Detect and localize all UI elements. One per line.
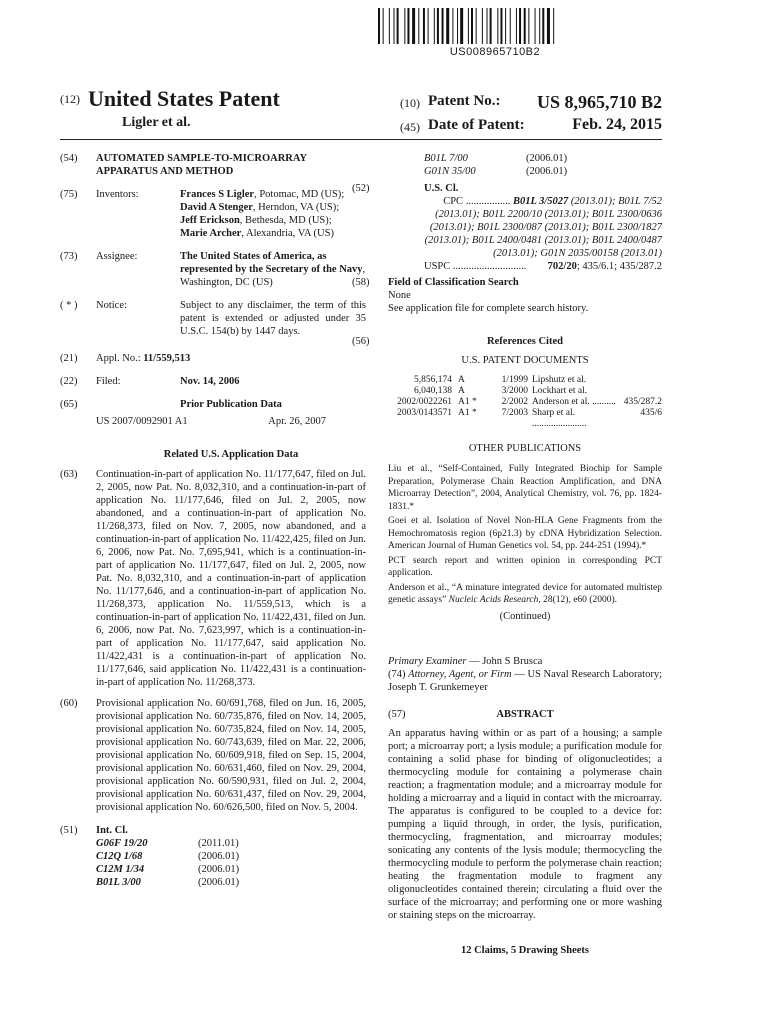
barcode-bar: [516, 8, 517, 44]
prior-pub-title: Prior Publication Data: [180, 399, 282, 410]
code-51: (51): [60, 825, 78, 836]
field-of-search-label: Field of Classification Search: [388, 277, 519, 288]
barcode-bar: [378, 8, 380, 44]
patent-number: US 8,965,710 B2: [536, 92, 662, 112]
right-column: [352, 152, 662, 957]
related-field: [60, 468, 366, 689]
int-cl-label: Int. Cl.: [96, 825, 128, 836]
code-63: (63): [60, 469, 78, 480]
appl-no: 11/559,513: [143, 353, 191, 364]
other-pub-item: Liu et al., “Self-Contained, Fully Integrated Biochip for Sample Preparation, Polymerase Chain Reaction Amplification, and DNA Microarray Detection”, 2004, Analytical Chemistry, vol. 76, pp. 1824-1831.*: [388, 464, 662, 512]
other-pubs-title: OTHER PUBLICATIONS: [468, 443, 582, 454]
inventor-item: David A Stenger, Herndon, VA (US);: [180, 202, 340, 213]
prior-pub-field: [60, 398, 366, 411]
cpc-text: CPC ................. B01L 3/5027 (2013.01); B01L 7/52 (2013.01); B01L 2200/10 (2013.01); B01L 2300/0636 (2013.01); B01L 2300/087 (2013.01); B01L 2300/1827 (2013.01); B01L 2400/0481 (2013.01); B01L 2400/0487 (2013.01); G01N 2035/00158 (2013.01): [424, 196, 662, 259]
left-column: [60, 152, 366, 899]
barcode-bar: [547, 8, 550, 44]
field-of-search-none: None: [388, 290, 411, 301]
code-52: (52): [352, 183, 370, 194]
barcode-bar: [412, 8, 415, 44]
abstract-title: ABSTRACT: [496, 708, 554, 720]
date-of-patent-label: Date of Patent:: [428, 117, 525, 133]
inventors-list: [180, 188, 366, 240]
barcode-bar: [383, 8, 384, 44]
field-of-search: [352, 276, 662, 315]
header-left: [60, 86, 400, 131]
code-45: (45): [400, 120, 420, 134]
other-pub-item: PCT search report and written opinion in corresponding PCT application.: [388, 555, 662, 578]
barcode-bar: [460, 8, 463, 44]
abstract-header: [388, 708, 662, 721]
int-cl-row: G01N 35/00 (2006.01): [424, 166, 568, 177]
references-title: References Cited: [487, 336, 563, 347]
notice-field: [60, 299, 366, 338]
barcode-bar: [519, 8, 521, 44]
us-cl-label: U.S. Cl.: [424, 183, 459, 194]
barcode-bar: [535, 8, 536, 44]
uspc-label: USPC: [424, 261, 451, 272]
appl-no-field: [60, 352, 366, 365]
continued-note: (Continued): [499, 610, 551, 622]
barcode-bar: [397, 8, 399, 44]
prior-pub-row: [96, 415, 366, 428]
barcode-bar: [452, 8, 453, 44]
int-cl-field: [60, 824, 366, 889]
provisional-field: [60, 697, 366, 814]
barcode-image: [378, 8, 612, 44]
attorney-label: Attorney, Agent, or Firm: [408, 668, 512, 680]
other-pub-item: Goei et al. Isolation of Novel Non-HLA Gene Fragments from the Hemochromatosis region (6p21.3) by cDNA Hybridization Selection. American Journal of Human Genetics vol. 54, pp. 244-251 (1994).*: [388, 516, 662, 551]
int-cl-row: B01L 7/00 (2006.01): [424, 153, 568, 164]
code-21: (21): [60, 353, 78, 364]
barcode-bar: [542, 8, 544, 44]
barcode-bar: [442, 8, 444, 44]
barcode-bar: [434, 8, 435, 44]
barcode-bar: [468, 8, 469, 44]
us-doc-row: 2002/0022261 A1 * 2/2002 Anderson et al. .......... 435/287.2: [397, 397, 662, 407]
claims-summary: 12 Claims, 5 Drawing Sheets: [460, 944, 590, 956]
attorney-name: — US Naval Research Laboratory; Joseph T. Grunkemeyer: [388, 668, 662, 693]
provisional-text: Provisional application No. 60/691,768, filed on Jun. 16, 2005, provisional application No. 60/735,876, filed on Nov. 14, 2005, provisional application No. 60/735,824, filed on Nov. 14, 2005, provisional application No. 60/743,639, filed on Mar. 22, 2006, provisional application No. 60/609,918, filed on Sep. 15, 2004, provisional application No. 60/631,460, filed on Nov. 29, 2004, provisional application No. 60/590,931, filed on Jul. 2, 2004, provisional application No. 60/631,437, filed on Nov. 29, 2004, provisional application No. 60/626,500, filed on Nov. 5, 2004.: [96, 698, 366, 813]
barcode-bar: [428, 8, 429, 44]
notice-label: Notice:: [96, 300, 127, 311]
abstract-text: An apparatus having within or as part of a housing; a sample port; a microarray port; a lysis module; a purification module for containing a solid phase for binding of oligonucleotides; a thermocycling module for containing a polymerase chain reaction; a fragmentation module; and a microarray module for holding a microarray and a liquid in contact with the microarray. The apparatus is configured to be coupled to a device for: pumping a liquid through, in order, the lysis, purification, thermocycling, fragmentation, and microarray modules; sonicating any contents of the lysis module; thermocycling the thermocycling module to perform the polymerase chain reaction; heating the fragmentation module to fragment any oligonucleotides contained therein; circulating a fluid over the surface of the microarray; and performing one or more washing or staining steps on the microarray.: [388, 727, 662, 921]
filed-field: [60, 375, 366, 388]
related-text: Continuation-in-part of application No. 11/177,647, filed on Jul. 2, 2005, now Pat. No. 8,032,310, and a continuation-in-part of application No. 11/177,646, filed on Jul. 2, 2005, now abandoned, and a continuation-in-part of application No. 11/268,373, filed on Nov. 7, 2005, now abandoned, and a continuation-in-part of application No. 11/422,425, filed on Jun. 6, 2006, now Pat. No. 7,695,941, which is a continuation-in-part of application No. 11/177,647, filed on Jul. 2, 2005, now Pat. No. 8,032,310, and a continuation-in-part of application No. 11/177,646, and a continuation-in-part of application No. 11/268,373, application No. 11/559,513, which is a continuation-in-part of application No. 11/422,431, filed on Jun. 6, 2006, now Pat. No. 7,623,997, which is a continuation-in-part of application No. 11/177,647, said application No. 11/422,431 is a continuation-in-part of application No. 11/177,646, said application No. 11/422,431 is a continuation-in-part of application No. 11/268,373.: [96, 469, 366, 688]
invention-title-line2: APPARATUS AND METHOD: [96, 166, 234, 177]
inventor-item: Marie Archer, Alexandria, VA (US): [180, 228, 334, 239]
code-22: (22): [60, 376, 78, 387]
attorney-line: (74) Attorney, Agent, or Firm — US Naval Research Laboratory; Joseph T. Grunkemeyer: [388, 668, 662, 693]
other-pub-item: Anderson et al., “A minature integrated device for automated multistep genetic assays” Nucleic Acids Research, 28(12), e60 (2000).: [388, 582, 662, 605]
prior-pub-number: US 2007/0092901 A1: [96, 416, 188, 427]
authors: Ligler et al.: [122, 115, 191, 130]
barcode-bar: [476, 8, 477, 44]
code-58: (58): [352, 277, 370, 288]
filed-date: Nov. 14, 2006: [180, 376, 240, 387]
field-of-search-see: See application file for complete search history.: [388, 303, 589, 314]
barcode-bar: [500, 8, 502, 44]
code-notice: ( * ): [60, 300, 78, 311]
related-title: Related U.S. Application Data: [163, 449, 299, 460]
header-divider: [60, 139, 662, 140]
uspc-row: USPC ............................ 702/20; 435/6.1; 435/287.2: [424, 261, 662, 272]
inventor-item: Jeff Erickson, Bethesda, MD (US);: [180, 215, 332, 226]
barcode-bar: [482, 8, 483, 44]
code-56: (56): [352, 336, 370, 347]
barcode-bar: [457, 8, 458, 44]
code-73: (73): [60, 251, 78, 262]
us-docs-table: [388, 375, 662, 430]
patent-type-title: United States Patent: [88, 86, 280, 111]
int-cl-row: G06F 19/20 (2011.01): [96, 838, 239, 849]
barcode-bar: [437, 8, 439, 44]
barcode-bar: [553, 8, 554, 44]
barcode-bar: [497, 8, 498, 44]
title-field: [60, 152, 366, 178]
assignee-field: [60, 250, 366, 289]
barcode-bar: [510, 8, 511, 44]
inventors-label: Inventors:: [96, 189, 139, 200]
code-65: (65): [60, 399, 78, 410]
int-cl-row: C12M 1/34 (2006.01): [96, 864, 240, 875]
code-10: (10): [400, 96, 420, 110]
barcode-bar: [423, 8, 425, 44]
barcode-bar: [528, 8, 529, 44]
notice-text: Subject to any disclaimer, the term of this patent is extended or adjusted under 35 U.S.C. 154(b) by 1447 days.: [180, 300, 366, 337]
us-doc-row: 5,856,174 A 1/1999 Lipshutz et al.: [414, 375, 587, 385]
barcode-bar: [404, 8, 405, 44]
barcode-bar: [487, 8, 488, 44]
invention-title-line1: AUTOMATED SAMPLE-TO-MICROARRAY: [96, 153, 308, 164]
patent-number-row: [400, 92, 662, 116]
patent-number-label: Patent No.:: [428, 93, 501, 109]
barcode-number: US008965710B2: [449, 46, 541, 58]
int-cl-continued: [424, 152, 662, 178]
assignee-label: Assignee:: [96, 251, 138, 262]
int-cl-row: C12Q 1/68 (2006.01): [96, 851, 240, 862]
examiner-label: Primary Examiner: [388, 655, 467, 667]
us-doc-row: 2003/0143571 A1 * 7/2003 Sharp et al. ....................... 435/6: [397, 408, 662, 429]
barcode-bar: [490, 8, 492, 44]
code-57: (57): [388, 708, 406, 720]
barcode-bar: [407, 8, 409, 44]
prior-pub-date: Apr. 26, 2007: [268, 416, 326, 427]
examiner-line: [388, 655, 662, 668]
examiner-name: — John S Brusca: [466, 655, 543, 667]
inventors-field: [60, 188, 366, 240]
appl-no-label: Appl. No.:: [96, 353, 141, 364]
date-of-patent: Feb. 24, 2015: [572, 116, 662, 133]
barcode-bar: [471, 8, 473, 44]
cpc-block: [388, 195, 662, 273]
barcode-bar: [505, 8, 506, 44]
code-54: (54): [60, 153, 78, 164]
references-field: [352, 335, 662, 348]
assignee-value: The United States of America, as represented by the Secretary of the Navy, Washington, DC (US): [180, 251, 366, 288]
us-doc-row: 6,040,138 A 3/2000 Lockhart et al.: [414, 386, 588, 396]
code-75: (75): [60, 189, 78, 200]
code-60: (60): [60, 698, 78, 709]
barcode-bar: [418, 8, 419, 44]
us-cl-field: [352, 182, 662, 273]
header-right: [400, 92, 662, 140]
date-of-patent-row: [400, 116, 662, 140]
barcode-bar: [539, 8, 540, 44]
us-docs-title: U.S. PATENT DOCUMENTS: [461, 355, 589, 366]
barcode-bar: [389, 8, 390, 44]
barcode-bar: [446, 8, 449, 44]
int-cl-row: B01L 3/00 (2006.01): [96, 877, 240, 888]
filed-label: Filed:: [96, 376, 121, 387]
cpc-label: CPC: [443, 196, 464, 207]
inventor-item: Frances S Ligler, Potomac, MD (US);: [180, 189, 345, 200]
code-12: (12): [60, 91, 80, 106]
barcode-bar: [524, 8, 526, 44]
barcode-bar: [394, 8, 395, 44]
